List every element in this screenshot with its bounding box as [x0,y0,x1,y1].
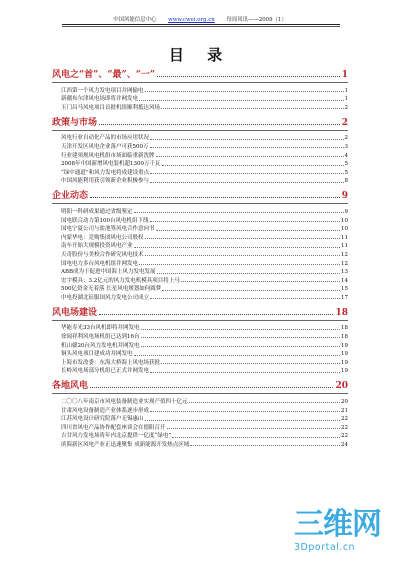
entry-page-number: 12 [341,251,348,258]
entry-title: 滨海新区风电产业正迅速聚集 成新能源开发热点区域 [61,442,190,448]
section-title: 企业动态 [52,191,89,202]
entry-page-number: 10 [341,217,348,224]
entry-page-number: 18 [341,334,348,341]
leader-dots [162,165,344,166]
leader-dots [150,411,340,412]
leader-dots [145,255,340,256]
entry-page-number: 11 [341,234,348,241]
toc-entry[interactable] [61,340,348,349]
leader-dots [157,76,340,77]
entry-page-number: 10 [341,226,348,233]
entry-title: 宏宇模具：3.2亿元的风力发电机模具项目将上马 [61,277,180,284]
watermark-url: 3Dportal.cn [294,542,356,553]
toc-entry[interactable] [61,159,348,168]
table-of-contents [52,66,348,451]
entry-page-number: 12 [341,260,348,267]
toc-entry[interactable] [61,275,348,284]
toc-section [52,304,348,375]
header-rule-thin [62,26,340,27]
toc-entry[interactable] [61,284,348,293]
entry-page-number: 9 [344,208,348,215]
header-org: 中国风能信息中心 [113,17,157,23]
watermark [294,507,390,556]
section-divider [52,393,348,394]
toc-entry[interactable] [61,224,348,233]
entry-title: ABB成为于促进中国海上风力发电发展 [61,269,156,276]
entry-title: 明阳一科研成果通过省级鉴定 [61,208,133,215]
leader-dots [90,197,340,198]
leader-dots [150,173,343,174]
leader-dots [161,363,340,364]
entry-page-number: 19 [341,359,348,366]
entry-page-number: 22 [341,416,348,423]
entry-page-number: 21 [341,407,348,414]
toc-entry[interactable] [61,405,348,414]
toc-entry[interactable] [61,167,348,176]
entry-title: 国电电力多台风电机组并网发电 [61,260,139,267]
toc-entry[interactable] [61,439,348,448]
toc-entry[interactable] [61,249,348,258]
section-title: 政策与市场 [52,117,98,128]
toc-entry[interactable] [61,150,348,159]
page-title: 目 录 [168,46,232,64]
leader-dots [150,298,340,299]
section-page-number: 9 [341,191,348,202]
entry-title: 长岭风电场部分机组已正式并网发电 [61,368,150,375]
entry-title: 上海市发改委：东海大桥海上风电场获批 [61,359,161,366]
entry-title: 风电行业自动化产品的市场应用状况 [61,135,150,142]
toc-entry[interactable] [61,85,348,94]
toc-entry[interactable] [61,141,348,150]
leader-dots [162,290,340,291]
leader-dots [141,337,341,338]
entry-title: 内蒙华电：竞购集团风电公司股权 [61,234,144,241]
toc-entry[interactable] [61,331,348,340]
leader-dots [157,273,340,274]
entry-title: 天奇股份与美校合作研究风电技术 [61,251,144,258]
entry-page-number: 19 [341,342,348,349]
leader-dots [139,100,343,101]
entry-title: 吉甘风力发电场将年内北京提供一亿度“绿电” [61,433,172,440]
entry-page-number: 1 [344,87,348,94]
entry-title: “绿中通道”和风力发电将成建设重点 [61,169,150,176]
section-title: 风电场建设 [52,307,98,318]
entry-title: 江西第一个风力发电项目并网输电 [61,87,144,94]
leader-dots [150,147,344,148]
toc-entry[interactable] [61,94,348,103]
toc-section-heading[interactable] [52,304,348,318]
entry-page-number: 20 [341,399,348,406]
toc-entry[interactable] [61,349,348,358]
toc-section-heading[interactable] [52,377,348,391]
toc-entry[interactable] [61,133,348,142]
watermark-logo: 三维网 [294,507,381,542]
header-rule-thick [62,24,340,25]
toc-entry[interactable] [61,366,348,375]
entry-title: 2008年中国新增风电装机超1300万千瓦 [61,161,161,168]
section-title: 风电之“首”、“最”、“一” [52,70,156,80]
entry-title: 甘肃风电设备制造产业体系逐步形成 [61,407,150,414]
section-page-number: 18 [335,307,348,318]
section-divider [52,320,348,321]
section-divider [52,82,348,83]
leader-dots [156,156,344,157]
entry-page-number: 8 [344,178,348,185]
section-page-number: 1 [341,70,348,80]
section-page-number: 2 [341,117,348,128]
entry-page-number: 13 [341,269,348,276]
toc-section [52,187,348,301]
leader-dots [150,221,341,222]
entry-page-number: 19 [341,351,348,358]
entry-title: 国电联合动力第100台风电机组下线 [61,217,149,224]
entry-page-number: 5 [344,161,348,168]
entry-title: 江苏风电设计研究院落户无锡惠山 [61,416,144,423]
toc-entry[interactable] [61,323,348,332]
section-divider [52,130,348,131]
toc-entry[interactable] [61,292,348,301]
toc-entry[interactable] [61,206,348,215]
leader-dots [141,329,341,330]
toc-entry[interactable] [61,414,348,423]
toc-entry[interactable] [61,431,348,440]
entry-title: 中国风能利用获引领新企业积极参与 [61,178,150,185]
entry-title: 铜头风电项目建成功并网发电 [61,351,133,358]
toc-section [52,66,348,111]
entry-page-number: 15 [341,286,348,293]
entry-page-number: 3 [344,143,348,150]
entry-title: 二〇〇八年南京市风电装备制造业实现产值四十亿元 [61,399,188,406]
entry-page-number: 22 [341,433,348,440]
entry-page-number: 5 [344,169,348,176]
entry-title: 行业建须规风电机组市场面临重新洗牌 [61,152,155,159]
header-url-link[interactable]: www.cwei.org.cn [168,17,215,23]
entry-title: 华能寿光33台风机即将并网发电 [61,325,140,332]
entry-title: 国电宁夏公司与盐池签风电合作意向书 [61,226,155,233]
entry-title: 500亿资金无着落 长星风电规划如何圆梦 [61,286,162,293]
entry-page-number: 11 [341,243,348,250]
leader-dots [190,445,340,446]
toc-entry[interactable] [61,267,348,276]
entry-title: 中电投湖北征服国风力发电公司成立 [61,294,150,301]
section-title: 各地风电 [52,381,89,392]
leader-dots [145,420,340,421]
entry-title: 天津开发区风电企业落户可获500万 [61,143,149,150]
leader-dots [167,428,340,429]
entry-title: 南车开始大规模投资风电产业 [61,243,133,250]
entry-page-number: 4 [344,152,348,159]
entry-page-number: 2 [344,104,348,111]
section-divider [52,203,348,204]
toc-entry[interactable] [61,258,348,267]
leader-dots [145,238,340,239]
entry-title: 玉门昌马风电项目首批机组顺利抵达风场 [61,104,161,111]
leader-dots [161,108,343,109]
leader-dots [150,139,343,140]
toc-section-heading[interactable] [52,66,348,80]
toc-section-heading[interactable] [52,187,348,201]
toc-entry[interactable] [61,232,348,241]
entry-page-number: 1 [344,96,348,103]
leader-dots [172,437,340,438]
toc-entry[interactable] [61,422,348,431]
toc-entry[interactable] [61,357,348,366]
entry-page-number: 22 [341,424,348,431]
toc-section [52,114,348,185]
leader-dots [99,314,333,315]
toc-section [52,377,348,448]
entry-page-number: 19 [341,368,348,375]
toc-entry[interactable] [61,102,348,111]
header-issue: 每周风讯——2009（1） [226,17,287,23]
toc-entry[interactable] [61,241,348,250]
leader-dots [150,372,340,373]
entry-page-number: 24 [341,442,348,448]
leader-dots [134,212,344,213]
leader-dots [134,355,340,356]
leader-dots [189,402,340,403]
leader-dots [150,182,343,183]
leader-dots [139,264,340,265]
toc-entry[interactable] [61,215,348,224]
section-page-number: 20 [335,381,348,392]
entry-page-number: 14 [341,277,348,284]
leader-dots [90,387,333,388]
leader-dots [141,346,341,347]
toc-entry[interactable] [61,176,348,185]
leader-dots [156,230,340,231]
leader-dots [134,247,340,248]
entry-page-number: 18 [341,325,348,332]
leader-dots [181,281,340,282]
toc-section-heading[interactable] [52,114,348,128]
entry-title: 徐闻祥利风电场机组已达到16台 [61,334,140,341]
entry-title: 新疆布尔津风电场即将并网发电 [61,96,139,103]
leader-dots [145,91,344,92]
entry-page-number: 2 [344,135,348,142]
leader-dots [99,124,340,125]
entry-page-number: 17 [341,294,348,301]
entry-title: 四川省风电产品协作配套座谈会在德阳召开 [61,424,166,431]
toc-entry[interactable] [61,396,348,405]
page-header [0,15,400,23]
entry-title: 机山赣20台风力发电机并网发电 [61,342,140,349]
